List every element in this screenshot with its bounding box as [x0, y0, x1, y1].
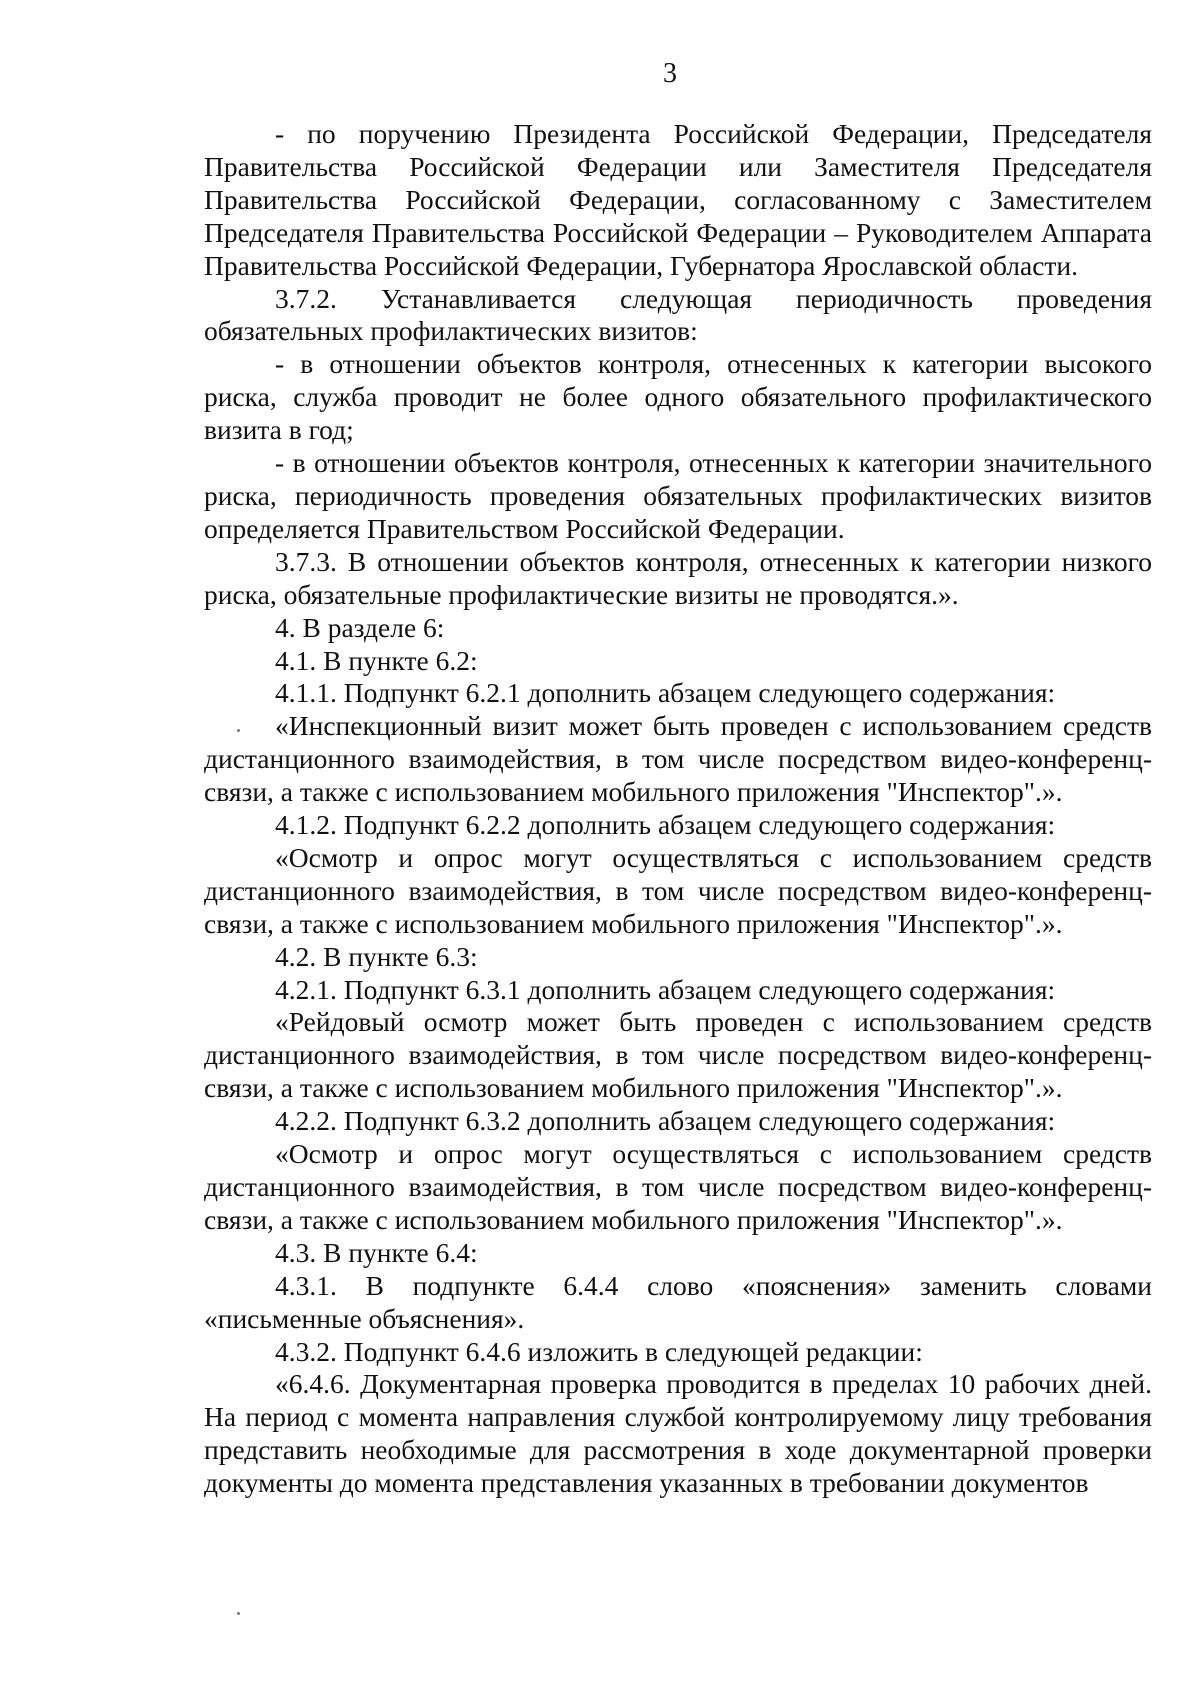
- paragraph: - в отношении объектов контроля, отнесенных к категории высокого риска, служба проводит не более одного обязательного профилактического визита в год;: [204, 348, 1152, 446]
- paragraph: 4.2.1. Подпункт 6.3.1 дополнить абзацем следующего содержания:: [275, 973, 1056, 1005]
- paragraph: «Инспекционный визит может быть проведен с использованием средств дистанционного взаимодействия, в том числе посредством видео-конференц-связи, а также с использованием мобильного приложения "Инспектор".».: [204, 710, 1152, 808]
- paragraph: 4.1. В пункте 6.2:: [275, 644, 478, 676]
- paragraph: 4.2.2. Подпункт 6.3.2 дополнить абзацем следующего содержания:: [275, 1105, 1056, 1137]
- document-body: [204, 118, 1152, 1500]
- paragraph: 4.2. В пункте 6.3:: [275, 940, 478, 972]
- paragraph: - в отношении объектов контроля, отнесенных к категории значительного риска, периодичность проведения обязательных профилактических визитов определяется Правительством Российской Федерации.: [204, 447, 1152, 544]
- paragraph: «Осмотр и опрос могут осуществляться с использованием средств дистанционного взаимодействия, в том числе посредством видео-конференц-связи, а также с использованием мобильного приложения "Инспектор".».: [204, 841, 1152, 939]
- paragraph: 4.3. В пункте 6.4:: [275, 1236, 478, 1268]
- page-number: 3: [663, 58, 677, 89]
- paragraph: - по поручению Президента Российской Федерации, Председателя Правительства Российской Федерации или Заместителя Председателя Правительства Российской Федерации, согласованному с Заместителем Председателя Правительства Российской Федерации – Руководителем Аппарата Правительства Российской Федерации, Губернатора Ярославской области.: [204, 118, 1152, 281]
- paragraph: 3.7.2. Устанавливается следующая периодичность проведения обязательных профилактических визитов:: [204, 282, 1152, 347]
- scan-speck: [237, 1612, 240, 1615]
- paragraph: 4. В разделе 6:: [275, 611, 445, 643]
- paragraph: 4.1.1. Подпункт 6.2.1 дополнить абзацем следующего содержания:: [275, 677, 1056, 709]
- paragraph: «6.4.6. Документарная проверка проводится в пределах 10 рабочих дней. На период с момента направления службой контролируемому лицу требования представить необходимые для рассмотрения в ходе документарной проверки документы до момента представления указанных в требовании документов: [204, 1368, 1152, 1499]
- paragraph: 4.1.2. Подпункт 6.2.2 дополнить абзацем следующего содержания:: [275, 809, 1056, 841]
- scan-speck: [237, 729, 240, 732]
- paragraph: 3.7.3. В отношении объектов контроля, отнесенных к категории низкого риска, обязательные профилактические визиты не проводятся.».: [204, 545, 1152, 610]
- paragraph: «Рейдовый осмотр может быть проведен с использованием средств дистанционного взаимодействия, в том числе посредством видео-конференц-связи, а также с использованием мобильного приложения "Инспектор".».: [204, 1006, 1152, 1104]
- paragraph: «Осмотр и опрос могут осуществляться с использованием средств дистанционного взаимодействия, в том числе посредством видео-конференц-связи, а также с использованием мобильного приложения "Инспектор".».: [204, 1138, 1152, 1235]
- paragraph: 4.3.1. В подпункте 6.4.4 слово «пояснения» заменить словами «письменные объяснения».: [204, 1269, 1152, 1334]
- paragraph: 4.3.2. Подпункт 6.4.6 изложить в следующей редакции:: [275, 1335, 923, 1367]
